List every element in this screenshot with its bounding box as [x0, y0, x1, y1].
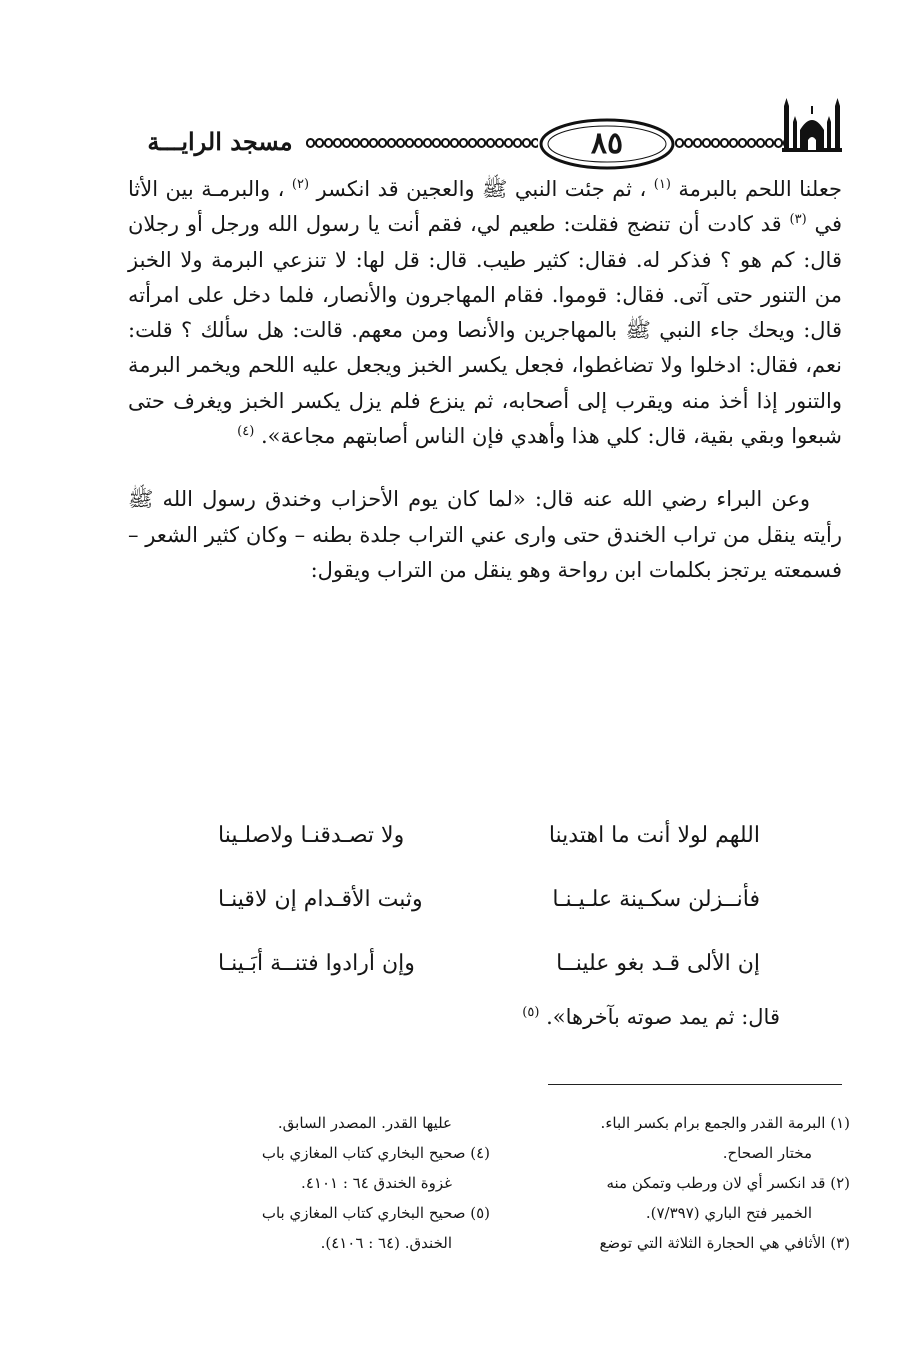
- text-run: قد كادت أن تنضج فقلت: طعيم لي، فقم أنت يا رسول الله ورجل أو رجلان قال: كم هو ؟ فذكر له. فقال: كثير طيب. قال: قل لها: لا تنزعي البرمة ولا الخبز من التنور حتى آتى. فقال: قوموا. فقام المهاجرون والأنصار، فلما دخل على امرأته قال: ويحك جاء النبي ﷺ بالمهاجرين والأنصا ومن معهم. قالت: هل سألك ؟ قلت: نعم، فقال: ادخلوا ولا تضاغطوا، فجعل يكسر الخبز ويجعل عليه اللحم ويخمر البرمة والتنور إذا أخذ منه ويقرب إلى أصحابه، ثم ينزع فلم يزل يكسر الخبز ويغرف حتى شبعوا وبقي بقية، قال: كلي هذا وأهدي فإن الناس أصابتهم مجاعة».: [128, 212, 842, 449]
- text-run: ، ثم جئت النبي ﷺ والعجين قد انكسر: [316, 177, 647, 201]
- footnote-line: (١) البرمة القدر والجمع برام بكسر الباء.: [600, 1114, 850, 1132]
- footnote-line: الخمير فتح الباري (٧/٣٩٧).: [645, 1204, 812, 1222]
- verse-first-hemistich: فأنــزلن سكـينة علـيـنـا: [552, 887, 760, 912]
- verse-second-hemistich: وإن أرادوا فتنــة أبَـينـا: [218, 951, 415, 976]
- footnote-ref-1[interactable]: (١): [653, 177, 671, 192]
- paragraph-1: [128, 172, 842, 454]
- footnotes-right-column: [510, 1108, 850, 1258]
- footnote-separator: [548, 1084, 842, 1085]
- book-title: مسجد الرايـــة: [147, 127, 293, 156]
- footnote-line: الخندق. (٦٤ : ٤١٠٦).: [320, 1234, 452, 1252]
- verse-first-hemistich: اللهم لولا أنت ما اهتدينا: [548, 823, 760, 848]
- closing-line: [280, 998, 780, 1036]
- closing-text: قال: ثم يمد صوته بآخرها».: [546, 1005, 780, 1029]
- main-text: [128, 172, 842, 588]
- text-run: ، والبرمـة بين الأثا في: [128, 177, 842, 237]
- page-number: ٨٥: [590, 126, 624, 161]
- poem: [210, 816, 770, 1008]
- footnote-line: (٣) الأثافي هي الحجارة الثلاثة التي توضع: [599, 1234, 850, 1252]
- footnote-line: (٥) صحيح البخاري كتاب المغازي باب: [261, 1204, 490, 1222]
- text-run: جعلنا اللحم بالبرمة: [678, 177, 842, 201]
- paragraph-2: وعن البراء رضي الله عنه قال: «لما كان يوم الأحزاب وخندق رسول الله ﷺ رأيته ينقل من تراب الخندق حتى وارى عني التراب جلدة بطنه – وكان كثير الشعر – فسمعته يرتجز بكلمات ابن رواحة وهو ينقل من التراب ويقول:: [128, 487, 842, 582]
- chain-ornament-right: [675, 137, 785, 149]
- poem-verse: [210, 816, 770, 880]
- footnotes-left-column: [150, 1108, 490, 1258]
- footnote-line: غزوة الخندق ٦٤ : ٤١٠١.: [301, 1174, 452, 1192]
- poem-verse: [210, 880, 770, 944]
- footnote-ref-2[interactable]: (٢): [291, 177, 310, 192]
- footnote-line: مختار الصحاح.: [722, 1144, 812, 1162]
- footnote-ref-4[interactable]: (٤): [237, 424, 255, 440]
- footnote-ref-5[interactable]: (٥): [522, 1005, 540, 1020]
- footnote-line: عليها القدر. المصدر السابق.: [277, 1114, 452, 1132]
- verse-first-hemistich: إن الألى قـد بغو علينــا: [556, 951, 760, 976]
- chain-ornament-left: [306, 137, 538, 149]
- footnote-ref-3[interactable]: (٣): [789, 212, 807, 228]
- verse-second-hemistich: وثبت الأقـدام إن لاقينـا: [218, 887, 423, 912]
- footnote-line: (٤) صحيح البخاري كتاب المغازي باب: [261, 1144, 490, 1162]
- footnote-line: (٢) قد انكسر أي لان ورطب وتمكن منه: [606, 1174, 850, 1192]
- mosque-icon: [782, 92, 842, 154]
- verse-second-hemistich: ولا تصـدقنـا ولاصلـينا: [218, 823, 405, 848]
